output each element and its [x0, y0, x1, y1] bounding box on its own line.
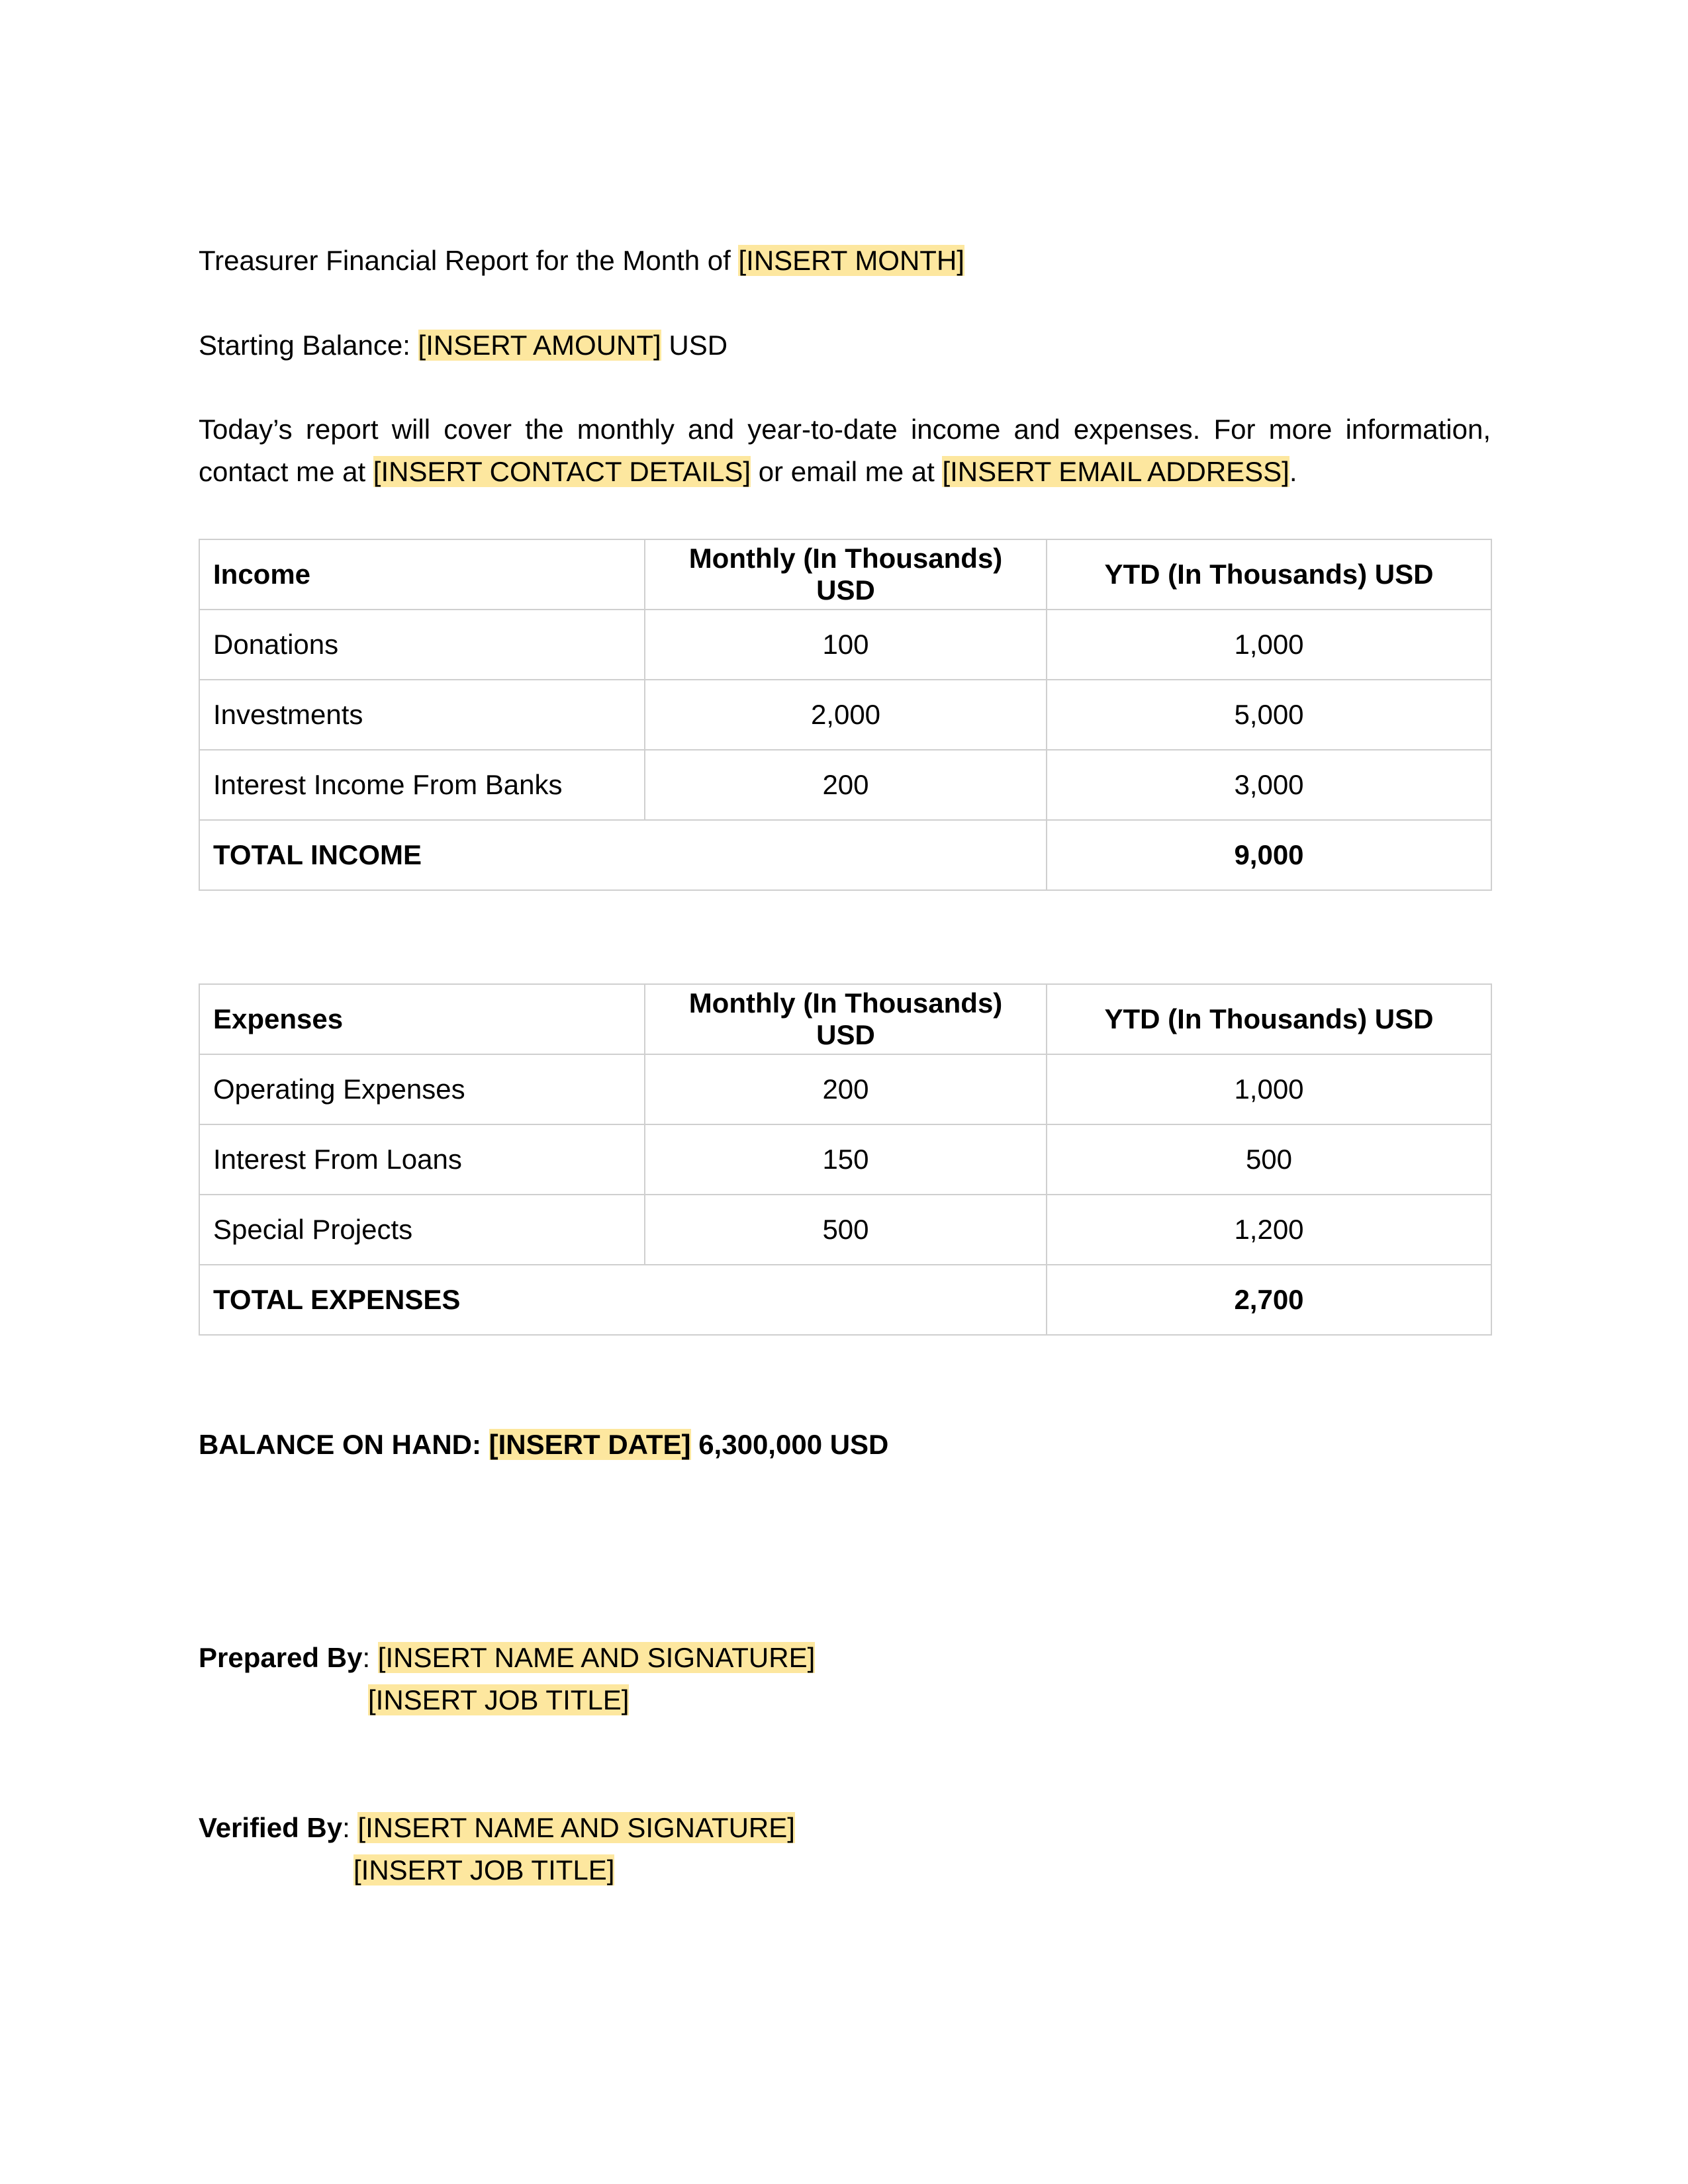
income-total-row — [199, 820, 1491, 890]
intro-paragraph — [199, 408, 1491, 493]
starting-balance-label: Starting Balance: — [199, 330, 418, 361]
date-placeholder: [INSERT DATE] — [489, 1429, 691, 1460]
expenses-total-row — [199, 1265, 1491, 1335]
report-title-text: Treasurer Financial Report for the Month of — [199, 245, 739, 276]
expenses-header-monthly: Monthly (In Thousands) USD — [645, 984, 1047, 1054]
verified-by-title — [353, 1849, 614, 1891]
total-income-label: TOTAL INCOME — [199, 820, 1047, 890]
income-table-header-row — [199, 539, 1491, 610]
income-monthly-value: 2,000 — [645, 680, 1047, 750]
income-ytd-value: 5,000 — [1047, 680, 1491, 750]
expense-ytd-value: 1,200 — [1047, 1195, 1491, 1265]
month-placeholder: [INSERT MONTH] — [738, 245, 964, 276]
table-row — [199, 680, 1491, 750]
starting-balance — [199, 324, 727, 367]
income-table — [199, 539, 1492, 891]
prepared-by-job-title-placeholder: [INSERT JOB TITLE] — [368, 1684, 630, 1715]
total-income-value: 9,000 — [1047, 820, 1491, 890]
expense-monthly-value: 500 — [645, 1195, 1047, 1265]
expenses-header-label: Expenses — [199, 984, 645, 1054]
balance-on-hand — [199, 1424, 888, 1466]
income-monthly-value: 100 — [645, 610, 1047, 680]
expense-item: Operating Expenses — [199, 1054, 645, 1124]
total-expenses-value: 2,700 — [1047, 1265, 1491, 1335]
table-row — [199, 750, 1491, 820]
income-ytd-value: 3,000 — [1047, 750, 1491, 820]
intro-text-3: . — [1289, 456, 1297, 487]
verified-by-name-placeholder: [INSERT NAME AND SIGNATURE] — [357, 1812, 795, 1843]
contact-details-placeholder: [INSERT CONTACT DETAILS] — [373, 456, 751, 487]
income-item: Interest Income From Banks — [199, 750, 645, 820]
table-row — [199, 610, 1491, 680]
balance-on-hand-label: BALANCE ON HAND: — [199, 1429, 489, 1460]
verified-by — [199, 1807, 795, 1849]
income-monthly-value: 200 — [645, 750, 1047, 820]
table-row — [199, 1054, 1491, 1124]
expenses-table — [199, 983, 1492, 1336]
income-header-label: Income — [199, 539, 645, 610]
table-row — [199, 1124, 1491, 1195]
income-item: Donations — [199, 610, 645, 680]
income-item: Investments — [199, 680, 645, 750]
income-header-monthly: Monthly (In Thousands) USD — [645, 539, 1047, 610]
starting-balance-currency: USD — [661, 330, 728, 361]
prepared-by-label: Prepared By — [199, 1642, 363, 1673]
total-expenses-label: TOTAL EXPENSES — [199, 1265, 1047, 1335]
prepared-by-name-placeholder: [INSERT NAME AND SIGNATURE] — [377, 1642, 816, 1673]
prepared-by-title — [368, 1679, 629, 1721]
verified-by-label: Verified By — [199, 1812, 343, 1843]
prepared-by-colon: : — [362, 1642, 378, 1673]
amount-placeholder: [INSERT AMOUNT] — [418, 330, 661, 361]
expense-item: Special Projects — [199, 1195, 645, 1265]
expense-item: Interest From Loans — [199, 1124, 645, 1195]
income-ytd-value: 1,000 — [1047, 610, 1491, 680]
expense-monthly-value: 200 — [645, 1054, 1047, 1124]
expense-ytd-value: 500 — [1047, 1124, 1491, 1195]
report-title — [199, 240, 964, 282]
verified-by-job-title-placeholder: [INSERT JOB TITLE] — [353, 1854, 615, 1886]
income-header-ytd: YTD (In Thousands) USD — [1047, 539, 1491, 610]
expense-ytd-value: 1,000 — [1047, 1054, 1491, 1124]
intro-text-1: Today’s report will cover the monthly and year-to-date income and expenses. For more information, contact me at — [199, 414, 1491, 487]
prepared-by — [199, 1637, 815, 1679]
balance-on-hand-amount: 6,300,000 USD — [690, 1429, 889, 1460]
verified-by-colon: : — [342, 1812, 358, 1843]
email-address-placeholder: [INSERT EMAIL ADDRESS] — [942, 456, 1289, 487]
expenses-table-header-row — [199, 984, 1491, 1054]
expense-monthly-value: 150 — [645, 1124, 1047, 1195]
expenses-header-ytd: YTD (In Thousands) USD — [1047, 984, 1491, 1054]
intro-text-2: or email me at — [751, 456, 943, 487]
table-row — [199, 1195, 1491, 1265]
